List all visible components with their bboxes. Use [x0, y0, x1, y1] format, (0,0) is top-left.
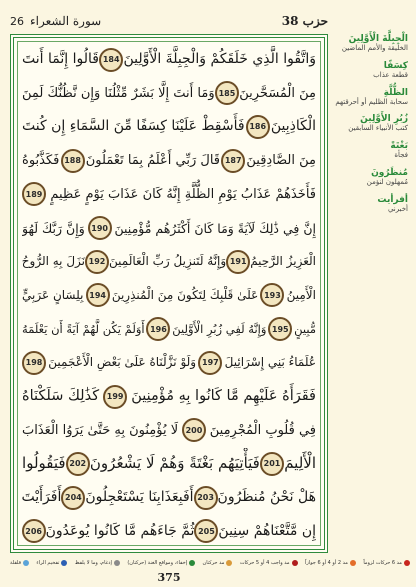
legend-label: إدغام، وما لا يلفظ — [74, 560, 112, 566]
ayah-number-marker: 196 — [146, 317, 170, 341]
verse-text: فَأَخَذَهُمْ عَذَابُ يَوْمِ الظُّلَّةِ إِنَّهُ كَانَ عَذَابَ يَوْمٍ عَظِيمٍ — [50, 186, 316, 202]
text-line — [22, 347, 316, 378]
verse-text: مِنَ الصَّادِقِينَ — [246, 153, 316, 169]
legend-color-swatch — [226, 560, 232, 566]
glossary-term: بَغْتَةً — [390, 141, 408, 151]
verse-text: عَلَىٰ قَلْبِكَ لِتَكُونَ مِنَ الْمُنذِرِينَ — [111, 287, 259, 302]
ayah-number-marker: 206 — [22, 519, 46, 543]
legend-label: مد حركتان — [202, 560, 225, 566]
verse-text: وَاتَّقُوا الَّذِي خَلَقَكُمْ وَالْجِبِلَّةَ الْأَوَّلِينَ — [123, 51, 316, 67]
glossary-meaning: فجأة — [394, 151, 408, 159]
verse-text: إِن مَّتَّعْنَاهُمْ سِنِينَ — [218, 522, 316, 539]
verse-text: وَإِنَّهُ لَتَنزِيلُ رَبِّ الْعَالَمِينَ — [109, 254, 227, 269]
legend-item — [203, 560, 233, 566]
legend-item — [75, 560, 120, 566]
glossary-term: زُبُرِ الأَوَّلِينَ — [360, 114, 408, 125]
legend-label: قلقلة — [10, 560, 21, 566]
verse-text: قَالَ رَبِّي أَعْلَمُ بِمَا تَعْمَلُونَ — [85, 153, 221, 169]
glossary-sidebar — [334, 34, 408, 553]
ayah-number-marker: 203 — [194, 486, 218, 510]
glossary-meaning: كتب الأنبياء السابقين — [348, 124, 408, 133]
verse-text: الْأَمِينُ — [286, 287, 316, 302]
glossary-meaning: مُمهلون لنؤمن — [366, 177, 408, 186]
ayah-number-marker: 197 — [198, 351, 222, 375]
page-number: 375 — [157, 571, 181, 584]
verse-text: أَوَلَمْ يَكُن لَّهُمْ آيَةً أَن يَعْلَمَهُ — [22, 321, 145, 336]
ayah-number-marker: 192 — [85, 250, 109, 274]
legend-item — [10, 560, 29, 566]
verse-text: الْكَاذِبِينَ — [270, 118, 316, 135]
ayah-number-marker: 198 — [22, 351, 46, 375]
quran-text — [22, 44, 316, 547]
text-line — [22, 314, 316, 345]
legend-label: مد 2 أو 4 أو 6 جوازاً — [305, 560, 348, 566]
glossary-entry — [334, 34, 408, 53]
text-frame — [10, 34, 328, 553]
text-line — [22, 448, 316, 479]
text-line — [22, 415, 316, 446]
legend-item — [363, 560, 410, 566]
text-line — [22, 280, 316, 311]
ayah-number-marker: 204 — [61, 486, 85, 510]
hizb-label: حزب 38 — [281, 14, 328, 28]
glossary-term: الظُّلَّةِ — [383, 87, 408, 98]
glossary-entry — [334, 195, 408, 214]
surah-header — [10, 14, 101, 28]
text-line — [22, 381, 316, 412]
glossary-entry — [334, 61, 408, 80]
verse-text: فَكَذَّبُوهُ — [22, 153, 60, 169]
ayah-number-marker: 185 — [215, 81, 239, 105]
text-line — [22, 111, 316, 142]
mushaf-page — [6, 6, 410, 584]
verse-text: قَالُوا إِنَّمَا أَنتَ — [22, 51, 99, 67]
ayah-number-marker: 189 — [22, 182, 46, 206]
text-line — [22, 482, 316, 513]
legend-item — [36, 560, 67, 566]
ayah-number-marker: 184 — [99, 48, 123, 72]
verse-text: فَيَأْتِيَهُم بَغْتَةً وَهُمْ لَا يَشْعُرُونَ — [89, 454, 260, 473]
verse-text: أَفَبِعَذَابِنَا يَسْتَعْجِلُونَ — [85, 489, 194, 506]
verse-text: فِي قُلُوبِ الْمُجْرِمِينَ — [209, 422, 316, 438]
legend-label: مد واجب 4 أو 5 حركات — [239, 560, 290, 566]
ayah-number-marker: 190 — [88, 216, 112, 240]
legend-color-swatch — [292, 560, 298, 566]
glossary-meaning: أخبرني — [387, 204, 408, 213]
ayah-number-marker: 186 — [246, 115, 270, 139]
verse-text: فَأَسْقِطْ عَلَيْنَا كِسَفًا مِّنَ السَّمَاءِ إِن كُنتَ — [22, 118, 245, 135]
verse-text: فَقَرَأَهُ عَلَيْهِم مَّا كَانُوا بِهِ مُؤْمِنِينَ — [131, 388, 316, 405]
ayah-number-marker: 200 — [182, 418, 206, 442]
verse-text: أَفَرَأَيْتَ — [22, 489, 62, 506]
legend-color-swatch — [350, 560, 356, 566]
legend-color-swatch — [23, 560, 29, 566]
glossary-term: الْجِبِلَّةَ الْأَوَّلِينَ — [348, 34, 408, 44]
verse-text: مِنَ الْمُسَحَّرِينَ — [239, 85, 316, 101]
surah-number: 26 — [10, 14, 24, 28]
glossary-meaning: الخليقة والأمم الماضين — [341, 44, 408, 52]
text-line — [22, 78, 316, 109]
verse-text: مُّبِينٍ — [294, 321, 316, 336]
verse-text: وَمَا أَنتَ إِلَّا بَشَرٌ مِّثْلُنَا وَإِن نَّظُنُّكَ لَمِنَ — [22, 85, 215, 101]
text-line — [22, 44, 316, 75]
legend-label: إخفاء، ومواقع الغنة (حركتان) — [127, 560, 188, 566]
glossary-entry — [334, 168, 408, 187]
text-line — [22, 145, 316, 176]
verse-text: وَلَوْ نَزَّلْنَاهُ عَلَىٰ بَعْضِ الْأَعْجَمِينَ — [48, 355, 197, 370]
ayah-number-marker: 194 — [86, 283, 110, 307]
legend-color-swatch — [114, 560, 120, 566]
verse-text: إِنَّ فِي ذَٰلِكَ لَآيَةً وَمَا كَانَ أَكْثَرُهُم مُّؤْمِنِينَ — [114, 220, 316, 236]
text-line — [22, 213, 316, 244]
ayah-number-marker: 201 — [260, 452, 284, 476]
legend-item — [240, 560, 298, 566]
legend-color-swatch — [61, 560, 67, 566]
verse-text: وَإِنَّ رَبَّكَ لَهُوَ — [22, 220, 85, 236]
ayah-number-marker: 202 — [66, 452, 90, 476]
verse-text: الْعَزِيزُ الرَّحِيمُ — [250, 254, 316, 269]
verse-text: هَلْ نَحْنُ مُنظَرُونَ — [217, 489, 316, 506]
ayah-number-marker: 195 — [268, 317, 292, 341]
text-line — [22, 246, 316, 277]
verse-text: فَيَقُولُوا — [22, 454, 66, 473]
legend-item — [127, 560, 195, 566]
glossary-entry — [334, 114, 408, 133]
legend-label: مد 6 حركات لزوماً — [363, 560, 402, 566]
glossary-entry — [334, 141, 408, 160]
ayah-number-marker: 191 — [226, 250, 250, 274]
verse-text: كَذَٰلِكَ سَلَكْنَاهُ — [22, 388, 100, 405]
verse-text: عُلَمَاءُ بَنِي إِسْرَائِيلَ — [224, 355, 316, 370]
ayah-number-marker: 199 — [103, 385, 127, 409]
glossary-term: كِسَفًا — [383, 60, 408, 71]
verse-text: وَإِنَّهُ لَفِي زُبُرِ الْأَوَّلِينَ — [172, 321, 267, 336]
text-line — [22, 516, 316, 547]
page-header — [10, 8, 328, 34]
glossary-term: أفرأيت — [377, 194, 408, 205]
tajweed-legend — [10, 556, 410, 570]
verse-text: الْأَلِيمَ — [284, 454, 316, 473]
verse-text: نَزَلَ بِهِ الرُّوحُ — [22, 254, 86, 269]
verse-text: لَا يُؤْمِنُونَ بِهِ حَتَّىٰ يَرَوُا الْعَذَابَ — [22, 422, 179, 438]
glossary-entry — [334, 88, 408, 107]
ayah-number-marker: 188 — [61, 149, 85, 173]
verse-text: ثُمَّ جَاءَهُم مَّا كَانُوا يُوعَدُونَ — [45, 522, 195, 539]
glossary-meaning: قطعة عذاب — [373, 70, 408, 79]
legend-item — [305, 560, 356, 566]
legend-color-swatch — [189, 560, 195, 566]
verse-text: بِلِسَانٍ عَرَبِيٍّ — [22, 287, 84, 302]
glossary-term: مُنظَرُونَ — [371, 167, 408, 178]
ayah-number-marker: 205 — [194, 519, 218, 543]
glossary-meaning: سحابة الظليم أو أحرقتهم — [335, 97, 408, 106]
legend-color-swatch — [404, 560, 410, 566]
surah-name: سورة الشعراء — [30, 14, 102, 28]
ayah-number-marker: 187 — [221, 149, 245, 173]
ayah-number-marker: 193 — [260, 283, 284, 307]
legend-label: تفخيم الراء — [36, 560, 60, 566]
text-line — [22, 179, 316, 210]
